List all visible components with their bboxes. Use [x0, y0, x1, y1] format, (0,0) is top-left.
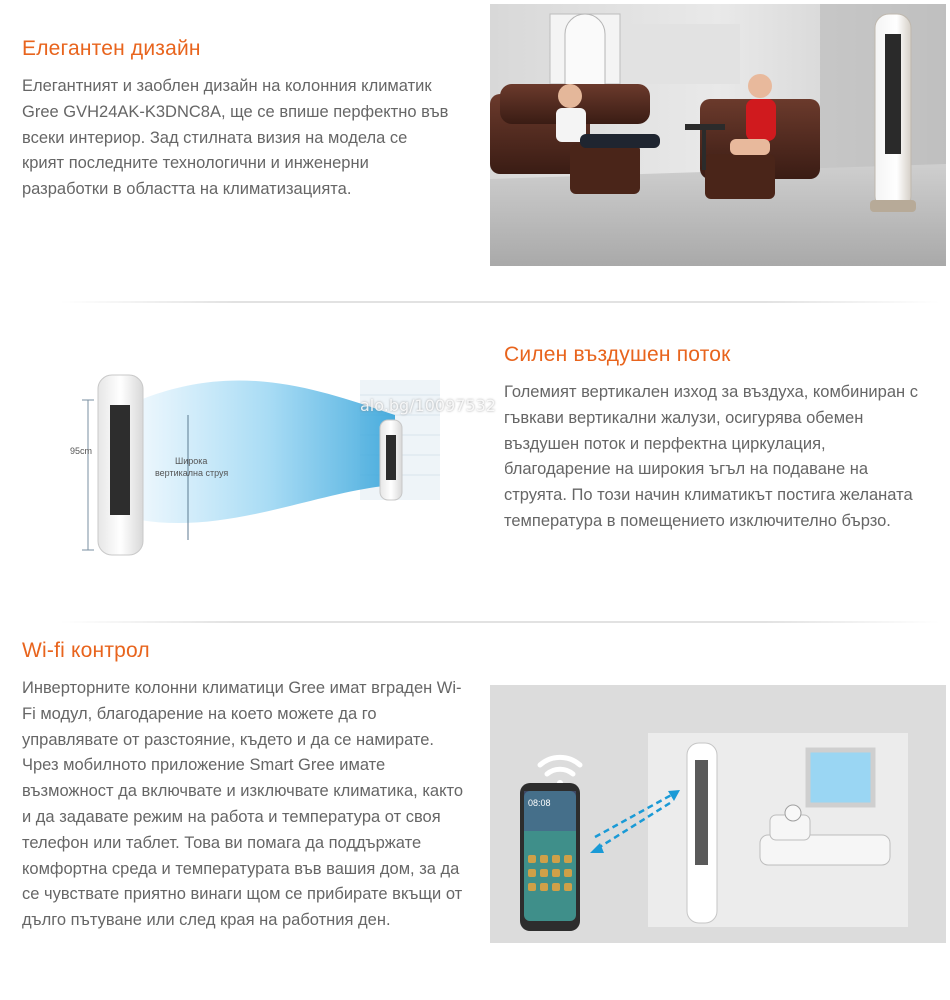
section-divider [60, 621, 940, 623]
airflow-diagram [60, 320, 480, 595]
wifi-room-diagram [490, 685, 946, 943]
jet-label-line1: Широка [175, 456, 208, 466]
wifi-icon [540, 757, 580, 786]
section-airflow [0, 310, 950, 610]
wifi-control-illustration [490, 685, 946, 943]
living-room-photo [490, 4, 946, 266]
phone-time: 08:08 [528, 798, 551, 808]
living-room-illustration [490, 4, 946, 266]
section-body: Инверторните колонни климатици Gree имат вграден Wi-Fi модул, благодарение на което можете да го управлявате от разстояние, където и да се намирате. Чрез мобилното приложение Smart Gree имате възможност да включвате и изключвате климатика, както и да задавате режим на работа и температура от своя телефон или таблет. Това ви помага да поддържате комфортна среда и температурата във вашия дом, за да се чувствате приятно винаги щом се прибирате вкъщи от дълго пътуване или след края на работния ден. [22, 679, 464, 930]
section-body: Елегантният и заоблен дизайн на колонния климатик Gree GVH24AK-K3DNC8A, ще се впише перфектно във всеки интериор. Зад стилната визия на модела се крият последните технологични и инженерни разработки в областта на климатизацията. [22, 77, 449, 199]
section-title: Силен въздушен поток [504, 343, 731, 366]
section-wifi-control [0, 630, 950, 1000]
section-elegant-design [0, 0, 950, 290]
airflow-illustration [60, 320, 480, 595]
section-title: Wi-fi контрол [22, 639, 150, 662]
section-title: Елегантен дизайн [22, 37, 201, 60]
section-divider [60, 301, 940, 303]
section-body: Големият вертикален изход за въздуха, комбиниран с гъвкави вертикални жалузи, осигурява обемен въздушен поток и перфектна циркулация, благодарение на широкия ъгъл на подаване на струята. По този начин климатикът постига желаната температура в помещението изключително бързо. [504, 383, 918, 530]
height-label: 95cm [70, 446, 93, 456]
watermark: alo.bg/10097532 [360, 396, 496, 415]
jet-label-line2: вертикална струя [155, 468, 229, 478]
